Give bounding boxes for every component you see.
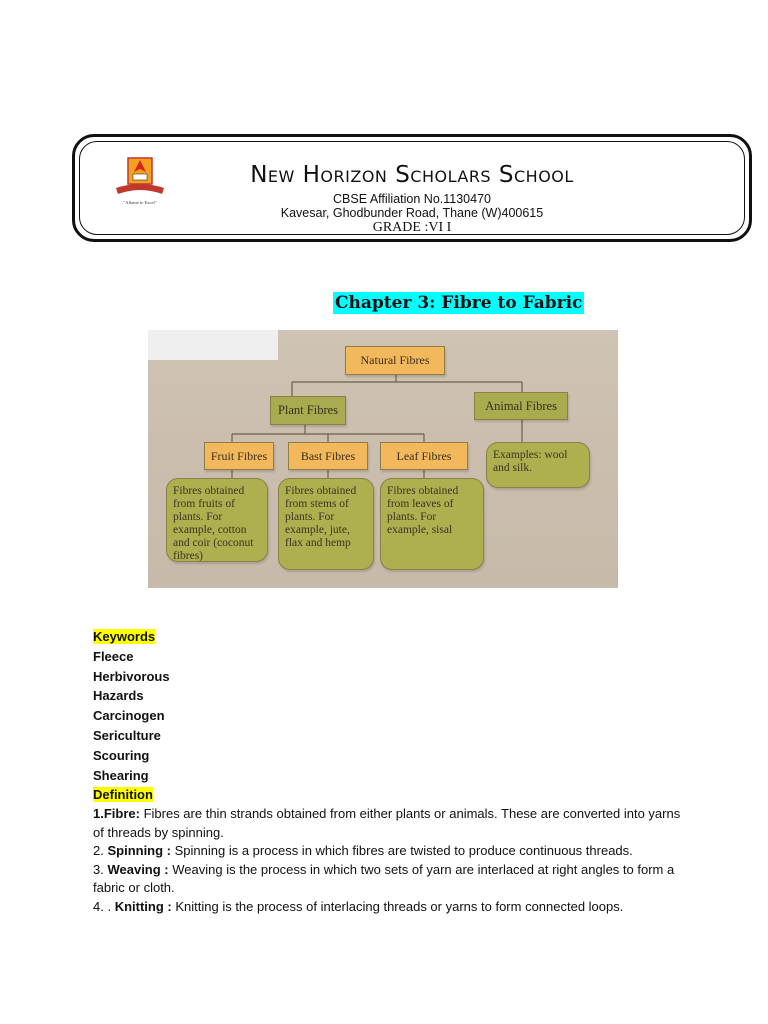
keyword-item: Scouring: [93, 747, 150, 763]
leaf-fibres-node: Leaf Fibres: [380, 442, 468, 470]
keywords-heading: Keywords: [93, 629, 156, 644]
definition-item: [93, 898, 693, 917]
school-address: Kavesar, Ghodbunder Road, Thane (W)400615: [280, 206, 544, 220]
definition-term: 1.Fibre:: [93, 806, 140, 822]
definition-term: Spinning :: [107, 843, 172, 859]
keyword-item: Shearing: [93, 767, 149, 783]
logo-motto: "Aflame to Excel": [123, 200, 157, 205]
definition-text: Weaving is the process in which two sets of yarn are interlaced at right angles to form a fabric or cloth.: [93, 861, 675, 896]
definition-text: Spinning is a process in which fibres are twisted to produce continuous threads.: [171, 843, 633, 859]
plant-fibres-node: Plant Fibres: [270, 396, 346, 425]
notes-section: [93, 627, 693, 916]
definition-term: Weaving :: [107, 861, 169, 877]
school-header: [72, 134, 752, 242]
grade-label: GRADE :VI I: [372, 220, 452, 235]
definition-prefix: 4. .: [93, 898, 115, 914]
bast-fibres-node: Bast Fibres: [288, 442, 368, 470]
fruit-fibres-desc: Fibres obtained from fruits of plants. For example, cotton and coir (coconut fibres): [166, 478, 268, 562]
definition-heading: Definition: [93, 787, 153, 803]
definition-item: [93, 861, 693, 898]
definition-prefix: 2.: [93, 843, 108, 859]
definition-text: Knitting is the process of interlacing threads or yarns to form connected loops.: [171, 898, 624, 914]
fruit-fibres-node: Fruit Fibres: [204, 442, 274, 470]
definition-item: [93, 842, 693, 861]
affiliation-number: CBSE Affiliation No.1130470: [333, 192, 491, 206]
school-name: New Horizon Scholars School: [250, 162, 574, 188]
natural-fibres-diagram: [148, 330, 618, 588]
natural-fibres-node: Natural Fibres: [345, 346, 445, 375]
keyword-item: Fleece: [93, 648, 134, 664]
definition-text: Fibres are thin strands obtained from either plants or animals. These are converted into yarns of threads by spinning.: [93, 806, 681, 840]
keyword-item: Hazards: [93, 688, 144, 704]
animal-fibres-desc: Examples: wool and silk.: [486, 442, 590, 488]
leaf-fibres-desc: Fibres obtained from leaves of plants. For example, sisal: [380, 478, 484, 570]
bast-fibres-desc: Fibres obtained from stems of plants. For example, jute, flax and hemp: [278, 478, 374, 570]
definition-item: [93, 805, 693, 842]
chapter-title: Chapter 3: Fibre to Fabric: [335, 293, 583, 313]
definition-term: Knitting :: [114, 898, 172, 914]
animal-fibres-node: Animal Fibres: [474, 392, 568, 420]
keyword-item: Carcinogen: [93, 708, 165, 724]
keyword-item: Herbivorous: [93, 668, 170, 684]
keyword-item: Sericulture: [93, 727, 161, 743]
header-inner-border: [79, 141, 745, 235]
definition-prefix: 3.: [93, 861, 108, 877]
